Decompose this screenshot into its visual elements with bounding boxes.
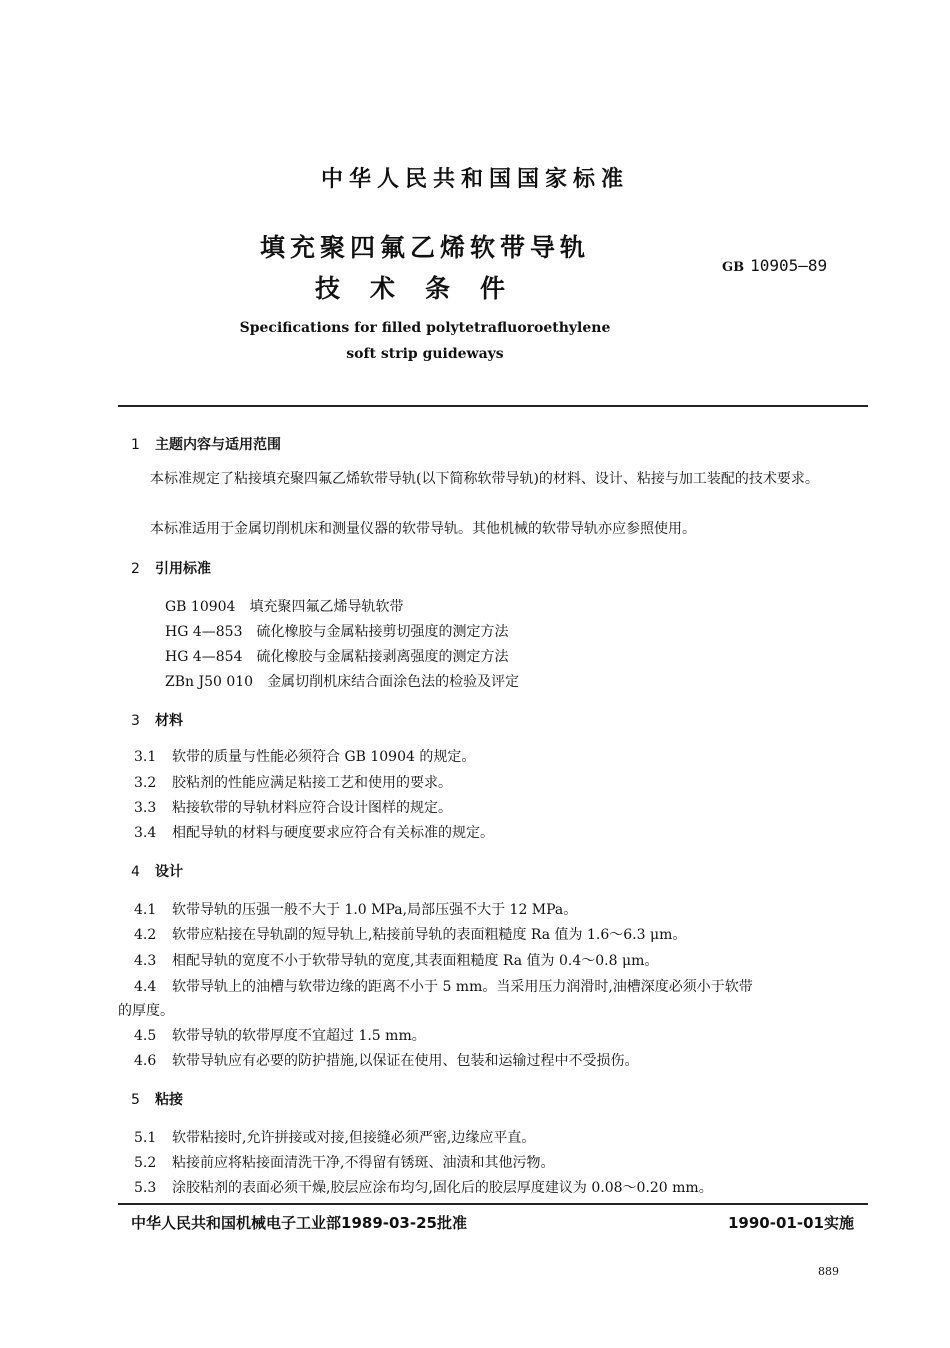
section-3-heading [131,710,183,730]
clause-text: 相配导轨的宽度不小于软带导轨的宽度,其表面粗糙度 Ra 值为 0.4～0.8 μm。 [172,953,659,969]
clause-number: 4.6 [134,1053,157,1069]
footer-divider [118,1203,868,1205]
clause-number: 4.1 [134,902,157,918]
section-number: 4 [131,864,140,880]
clause-3-4 [134,822,494,842]
clause-number: 4.4 [134,979,157,995]
header-divider [118,405,868,407]
english-title-line-1: Specifications for filled polytetrafluoroethylene [239,320,611,336]
section-title: 粘接 [155,1092,183,1108]
clause-text: 粘接前应将粘接面清洗干净,不得留有锈斑、油渍和其他污物。 [172,1155,555,1171]
clause-text: 软带导轨应有必要的防护措施,以保证在使用、包装和运输过程中不受损伤。 [172,1053,639,1069]
section-1-paragraph-2: 本标准适用于金属切削机床和测量仪器的软带导轨。其他机械的软带导轨亦应参照使用。 [150,521,696,537]
reference-item: GB 10904 填充聚四氟乙烯导轨软带 [165,599,404,615]
implementation-date: 1990-01-01实施 [728,1214,854,1232]
clause-number: 5.3 [134,1180,157,1196]
reference-item: ZBn J50 010 金属切削机床结合面涂色法的检验及评定 [165,674,520,690]
reference-item: HG 4—854 硫化橡胶与金属粘接剥离强度的测定方法 [165,649,509,665]
clause-text: 相配导轨的材料与硬度要求应符合有关标准的规定。 [172,825,494,841]
section-5-heading [131,1089,183,1109]
section-number: 5 [131,1092,140,1108]
clause-text: 软带粘接时,允许拼接或对接,但接缝必须严密,边缘应平直。 [172,1130,536,1146]
clause-text: 软带应粘接在导轨副的短导轨上,粘接前导轨的表面粗糙度 Ra 值为 1.6～6.3 μm。 [172,927,687,943]
section-number: 1 [131,437,140,453]
clause-number: 3.3 [134,800,157,816]
standard-code [722,256,827,275]
clause-number: 4.2 [134,927,157,943]
standard-number: 10905—89 [750,256,828,275]
clause-number: 4.3 [134,953,157,969]
clause-number: 3.2 [134,775,157,791]
clause-text: 软带导轨上的油槽与软带边缘的距离不小于 5 mm。当采用压力润滑时,油槽深度必须小于软带 [172,979,753,995]
clause-text: 软带导轨的压强一般不大于 1.0 MPa,局部压强不大于 12 MPa。 [172,902,578,918]
clause-5-1 [134,1127,535,1147]
title-line-2: 技术条件 [314,274,535,303]
clause-number: 5.1 [134,1130,157,1146]
clause-number: 3.4 [134,825,157,841]
clause-4-2 [134,924,686,944]
section-1-heading [131,434,281,454]
clause-3-2 [134,772,452,792]
english-title-line-2: soft strip guideways [346,346,504,362]
clause-text: 软带导轨的软带厚度不宜超过 1.5 mm。 [172,1028,426,1044]
clause-4-1 [134,899,577,919]
clause-5-3 [134,1177,713,1197]
section-number: 3 [131,713,140,729]
page-number: 889 [818,1265,839,1278]
title-line-1: 填充聚四氟乙烯软带导轨 [259,233,590,262]
section-title: 设计 [155,864,183,880]
clause-text: 胶粘剂的性能应满足粘接工艺和使用的要求。 [172,775,452,791]
clause-4-6 [134,1050,638,1070]
section-number: 2 [131,561,140,577]
section-1-paragraph-1: 本标准规定了粘接填充聚四氟乙烯软带导轨(以下简称软带导轨)的材料、设计、粘接与加工装配的技术要求。 [150,471,819,487]
clause-3-3 [134,797,452,817]
section-2-heading [131,558,211,578]
clause-4-5 [134,1025,426,1045]
approval-statement: 中华人民共和国机械电子工业部1989-03-25批准 [131,1214,467,1232]
section-title: 引用标准 [155,561,211,577]
section-4-heading [131,861,183,881]
clause-5-2 [134,1152,554,1172]
clause-text: 涂胶粘剂的表面必须干燥,胶层应涂布均匀,固化后的胶层厚度建议为 0.08～0.20 mm。 [172,1180,713,1196]
clause-4-3 [134,950,658,970]
clause-number: 4.5 [134,1028,157,1044]
reference-item: HG 4—853 硫化橡胶与金属粘接剪切强度的测定方法 [165,624,509,640]
standard-prefix: GB [722,260,745,275]
clause-4-4 [134,976,753,996]
section-title: 材料 [155,713,183,729]
clause-number: 5.2 [134,1155,157,1171]
clause-4-4-continuation: 的厚度。 [118,1003,174,1019]
clause-3-1 [134,746,475,766]
document-authority: 中华人民共和国国家标准 [320,167,629,192]
clause-text: 粘接软带的导轨材料应符合设计图样的规定。 [172,800,452,816]
clause-text: 软带的质量与性能必须符合 GB 10904 的规定。 [172,749,476,765]
section-title: 主题内容与适用范围 [155,437,281,453]
clause-number: 3.1 [134,749,157,765]
